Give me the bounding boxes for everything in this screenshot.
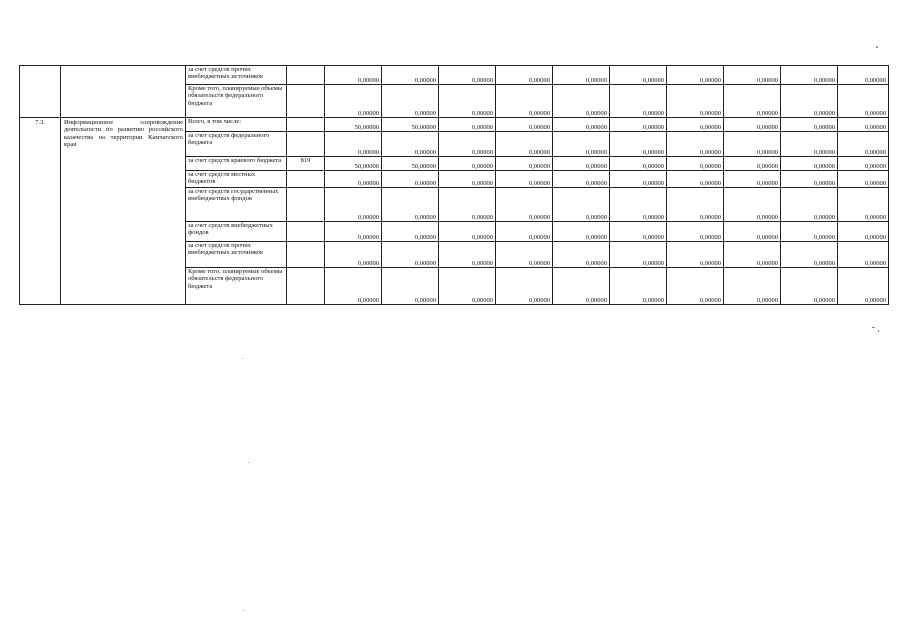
amount-cell: 0,00000	[496, 132, 553, 157]
amount-cell: 0,00000	[724, 268, 781, 305]
amount-cell: 0,00000	[496, 157, 553, 171]
amount-cell: 0,00000	[781, 132, 838, 157]
amount-cell: 0,00000	[838, 222, 889, 242]
amount-cell: 0,00000	[838, 132, 889, 157]
amount-cell: 0,00000	[610, 188, 667, 222]
amount-cell: 0,00000	[838, 188, 889, 222]
amount-cell: 0,00000	[325, 188, 382, 222]
amount-cell: 0,00000	[439, 268, 496, 305]
amount-cell: 0,00000	[382, 242, 439, 268]
amount-cell: 0,00000	[838, 268, 889, 305]
amount-cell: 0,00000	[553, 171, 610, 188]
budget-table	[19, 65, 889, 305]
amount-cell: 50,00000	[382, 157, 439, 171]
amount-cell: 0,00000	[781, 157, 838, 171]
amount-cell: 0,00000	[781, 66, 838, 85]
amount-cell: 0,00000	[838, 157, 889, 171]
amount-cell: 50,00000	[382, 118, 439, 132]
funding-source-cell: Кроме того, планируемые объемы обязательств федерального бюджета	[186, 85, 287, 118]
amount-cell: 0,00000	[496, 242, 553, 268]
budget-table-body	[20, 66, 889, 305]
amount-cell: 0,00000	[382, 268, 439, 305]
activity-name-cell: Информационное сопровождение деятельности по развитию российского казачества на территории Камчатского края	[61, 118, 186, 305]
amount-cell: 0,00000	[382, 171, 439, 188]
amount-cell: 0,00000	[382, 188, 439, 222]
amount-cell: 0,00000	[439, 85, 496, 118]
amount-cell: 0,00000	[781, 222, 838, 242]
amount-cell: 0,00000	[439, 157, 496, 171]
amount-cell: 0,00000	[496, 268, 553, 305]
funding-source-cell: за счет средств федерального бюджета	[186, 132, 287, 157]
table-row	[20, 118, 889, 132]
amount-cell: 0,00000	[781, 268, 838, 305]
row-index-cell	[20, 66, 61, 118]
amount-cell: 0,00000	[667, 132, 724, 157]
amount-cell: 0,00000	[325, 222, 382, 242]
amount-cell: 0,00000	[724, 132, 781, 157]
amount-cell: 0,00000	[553, 85, 610, 118]
amount-cell: 0,00000	[496, 66, 553, 85]
funding-source-cell: за счет средств прочих внебюджетных источников	[186, 66, 287, 85]
amount-cell: 0,00000	[667, 118, 724, 132]
budget-code-cell	[287, 222, 325, 242]
amount-cell: 0,00000	[724, 66, 781, 85]
amount-cell: 0,00000	[610, 85, 667, 118]
amount-cell: 0,00000	[667, 157, 724, 171]
amount-cell: 0,00000	[667, 66, 724, 85]
amount-cell: 0,00000	[724, 118, 781, 132]
amount-cell: 0,00000	[781, 171, 838, 188]
amount-cell: 0,00000	[724, 85, 781, 118]
amount-cell: 0,00000	[553, 222, 610, 242]
amount-cell: 0,00000	[325, 85, 382, 118]
budget-code-cell	[287, 66, 325, 85]
amount-cell: 0,00000	[439, 171, 496, 188]
amount-cell: 0,00000	[724, 222, 781, 242]
amount-cell: 50,00000	[325, 157, 382, 171]
amount-cell: 0,00000	[553, 157, 610, 171]
amount-cell: 0,00000	[667, 242, 724, 268]
amount-cell: 0,00000	[610, 66, 667, 85]
amount-cell: 0,00000	[781, 188, 838, 222]
amount-cell: 0,00000	[553, 188, 610, 222]
amount-cell: 0,00000	[724, 171, 781, 188]
amount-cell: 0,00000	[781, 85, 838, 118]
amount-cell: 0,00000	[667, 222, 724, 242]
amount-cell: 0,00000	[439, 118, 496, 132]
amount-cell: 0,00000	[610, 132, 667, 157]
amount-cell: 0,00000	[553, 118, 610, 132]
amount-cell: 0,00000	[439, 188, 496, 222]
budget-code-cell	[287, 188, 325, 222]
amount-cell: 0,00000	[553, 66, 610, 85]
scan-speck	[878, 330, 879, 332]
amount-cell: 0,00000	[667, 171, 724, 188]
funding-source-cell: за счет средств местных бюджетов	[186, 171, 287, 188]
funding-source-cell: Всего, в том числе:	[186, 118, 287, 132]
amount-cell: 0,00000	[325, 66, 382, 85]
amount-cell: 0,00000	[838, 171, 889, 188]
funding-source-cell: за счет средств государственных внебюджетных фондов	[186, 188, 287, 222]
amount-cell: 0,00000	[610, 157, 667, 171]
amount-cell: 0,00000	[610, 118, 667, 132]
funding-source-cell: за счет средств прочих внебюджетных источников	[186, 242, 287, 268]
amount-cell: 0,00000	[382, 85, 439, 118]
table-row	[20, 66, 889, 85]
amount-cell: 0,00000	[325, 132, 382, 157]
amount-cell: 0,00000	[496, 222, 553, 242]
amount-cell: 0,00000	[667, 85, 724, 118]
amount-cell: 0,00000	[724, 242, 781, 268]
scan-speck	[872, 327, 875, 328]
amount-cell: 0,00000	[439, 66, 496, 85]
budget-code-cell	[287, 268, 325, 305]
amount-cell: 0,00000	[667, 188, 724, 222]
amount-cell: 0,00000	[439, 242, 496, 268]
funding-source-cell: за счет средств краевого бюджета	[186, 157, 287, 171]
amount-cell: 0,00000	[667, 268, 724, 305]
budget-code-cell	[287, 118, 325, 132]
amount-cell: 0,00000	[496, 85, 553, 118]
amount-cell: 0,00000	[610, 222, 667, 242]
amount-cell: 0,00000	[781, 118, 838, 132]
amount-cell: 0,00000	[325, 268, 382, 305]
funding-source-cell: за счет средств внебюджетных фондов	[186, 222, 287, 242]
amount-cell: 0,00000	[610, 171, 667, 188]
amount-cell: 0,00000	[496, 118, 553, 132]
amount-cell: 0,00000	[838, 85, 889, 118]
amount-cell: 0,00000	[553, 132, 610, 157]
amount-cell: 0,00000	[838, 118, 889, 132]
amount-cell: 50,00000	[325, 118, 382, 132]
amount-cell: 0,00000	[610, 268, 667, 305]
amount-cell: 0,00000	[382, 222, 439, 242]
budget-code-cell	[287, 132, 325, 157]
scan-speck	[243, 610, 244, 611]
budget-code-cell: 819	[287, 157, 325, 171]
amount-cell: 0,00000	[781, 242, 838, 268]
budget-code-cell	[287, 85, 325, 118]
amount-cell: 0,00000	[439, 132, 496, 157]
amount-cell: 0,00000	[439, 222, 496, 242]
funding-source-cell: Кроме того, планируемые объемы обязательств федерального бюджета	[186, 268, 287, 305]
amount-cell: 0,00000	[724, 157, 781, 171]
activity-name-cell	[61, 66, 186, 118]
amount-cell: 0,00000	[838, 242, 889, 268]
amount-cell: 0,00000	[553, 242, 610, 268]
amount-cell: 0,00000	[553, 268, 610, 305]
amount-cell: 0,00000	[382, 132, 439, 157]
amount-cell: 0,00000	[382, 66, 439, 85]
scan-speck	[876, 46, 878, 48]
budget-code-cell	[287, 242, 325, 268]
amount-cell: 0,00000	[325, 171, 382, 188]
budget-code-cell	[287, 171, 325, 188]
amount-cell: 0,00000	[325, 242, 382, 268]
amount-cell: 0,00000	[496, 171, 553, 188]
scan-speck	[242, 358, 243, 359]
amount-cell: 0,00000	[838, 66, 889, 85]
amount-cell: 0,00000	[610, 242, 667, 268]
row-index-cell: 7.3.	[20, 118, 61, 305]
amount-cell: 0,00000	[724, 188, 781, 222]
scan-speck	[248, 462, 249, 463]
amount-cell: 0,00000	[496, 188, 553, 222]
